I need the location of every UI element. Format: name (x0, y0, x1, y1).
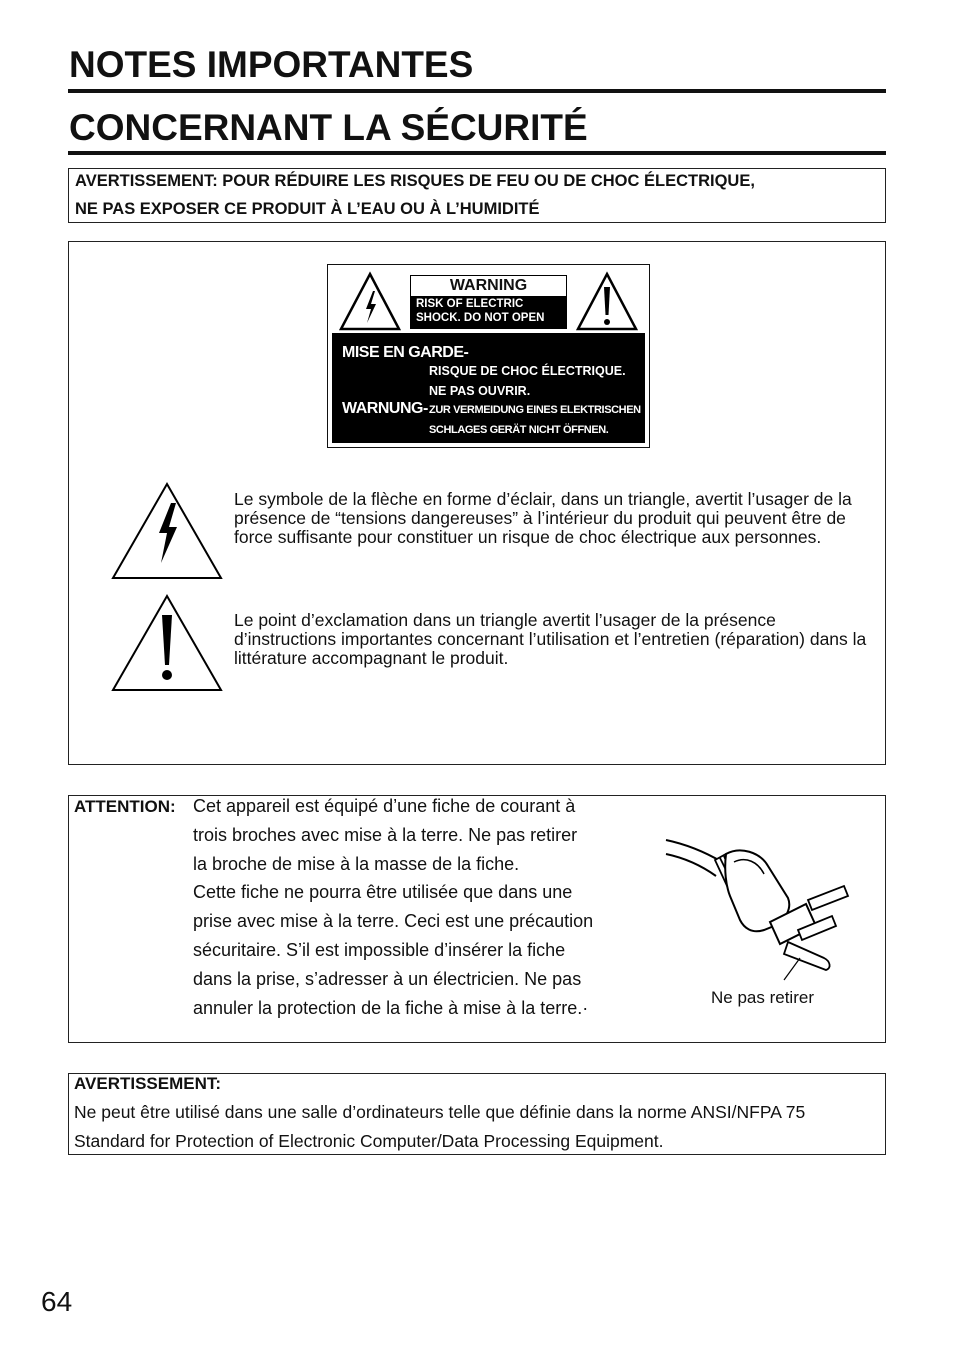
warning-heading: WARNING (411, 276, 566, 296)
attention-line-2: trois broches avec mise à la terre. Ne pas retirer (193, 825, 578, 845)
notice-title: AVERTISSEMENT: (74, 1074, 222, 1093)
attention-line-6: sécuritaire. S’il est impossible d’insérer la fiche (193, 940, 566, 960)
warning-english-line-2: SHOCK. DO NOT OPEN (416, 312, 545, 324)
caution-fr-line-1: RISQUE DE CHOC ÉLECTRIQUE. (429, 364, 626, 378)
attention-line-1: Cet appareil est équipé d’une fiche de courant à (193, 796, 576, 816)
caution-label-top (332, 269, 645, 333)
warning-banner-line-2: NE PAS EXPOSER CE PRODUIT À L’EAU OU À L’HUMIDITÉ (75, 200, 540, 218)
grounded-plug-icon (660, 830, 860, 990)
lightning-bolt-triangle-icon (110, 481, 224, 581)
page-number: 64 (41, 1286, 73, 1317)
notice-line-1: Ne peut être utilisé dans une salle d’ordinateurs telle que définie dans la norme ANSI/NFPA 75 (74, 1102, 806, 1122)
attention-line-4: Cette fiche ne pourra être utilisée que dans une (193, 882, 573, 902)
plug-caption: Ne pas retirer (711, 988, 814, 1007)
title-rule-1 (68, 89, 886, 93)
title-rule-2 (68, 151, 886, 155)
attention-line-5: prise avec mise à la terre. Ceci est une précaution (193, 911, 594, 931)
attention-line-7: dans la prise, s’adresser à un électricien. Ne pas (193, 969, 582, 989)
page-title-line-2: CONCERNANT LA SÉCURITÉ (69, 107, 588, 148)
attention-line-3: la broche de mise à la masse de la fiche. (193, 854, 520, 874)
caution-de-line-1: ZUR VERMEIDUNG EINES ELEKTRISCHEN (429, 404, 641, 416)
page-title-line-1: NOTES IMPORTANTES (69, 44, 474, 85)
caution-label (327, 264, 650, 448)
warning-english-line-1: RISK OF ELECTRIC (416, 298, 524, 310)
exclamation-point-triangle-icon (110, 593, 224, 693)
exclamation-triangle-icon (575, 271, 639, 331)
caution-fr-line-2: NE PAS OUVRIR. (429, 384, 531, 398)
attention-line-8: annuler la protection de la fiche à mise à la terre.· (193, 998, 589, 1018)
warning-banner-line-1: AVERTISSEMENT: POUR RÉDUIRE LES RISQUES DE FEU OU DE CHOC ÉLECTRIQUE, (75, 172, 755, 190)
warning-heading-box (410, 275, 567, 329)
attention-label: ATTENTION: (74, 797, 176, 816)
warning-banner (68, 168, 886, 223)
lightning-symbol-description: Le symbole de la flèche en forme d’éclair, dans un triangle, avertit l’usager de la présence de “tensions dangereuses” à l’intérieur du produit qui peuvent être de force suffisante pour constituer un risque de choc électrique aux personnes. (234, 489, 852, 547)
caution-de-title: WARNUNG- (342, 400, 428, 417)
lightning-triangle-icon (338, 271, 402, 331)
notice-line-2: Standard for Protection of Electronic Computer/Data Processing Equipment. (74, 1131, 664, 1151)
exclamation-symbol-description: Le point d’exclamation dans un triangle avertit l’usager de la présence d’instructions importantes concernant l’utilisation et l’entretien (réparation) dans la littérature accompagnant le produit. (234, 610, 867, 668)
caution-fr-title: MISE EN GARDE- (342, 344, 469, 361)
caution-de-line-2: SCHLAGES GERÄT NICHT ÖFFNEN. (429, 424, 609, 436)
